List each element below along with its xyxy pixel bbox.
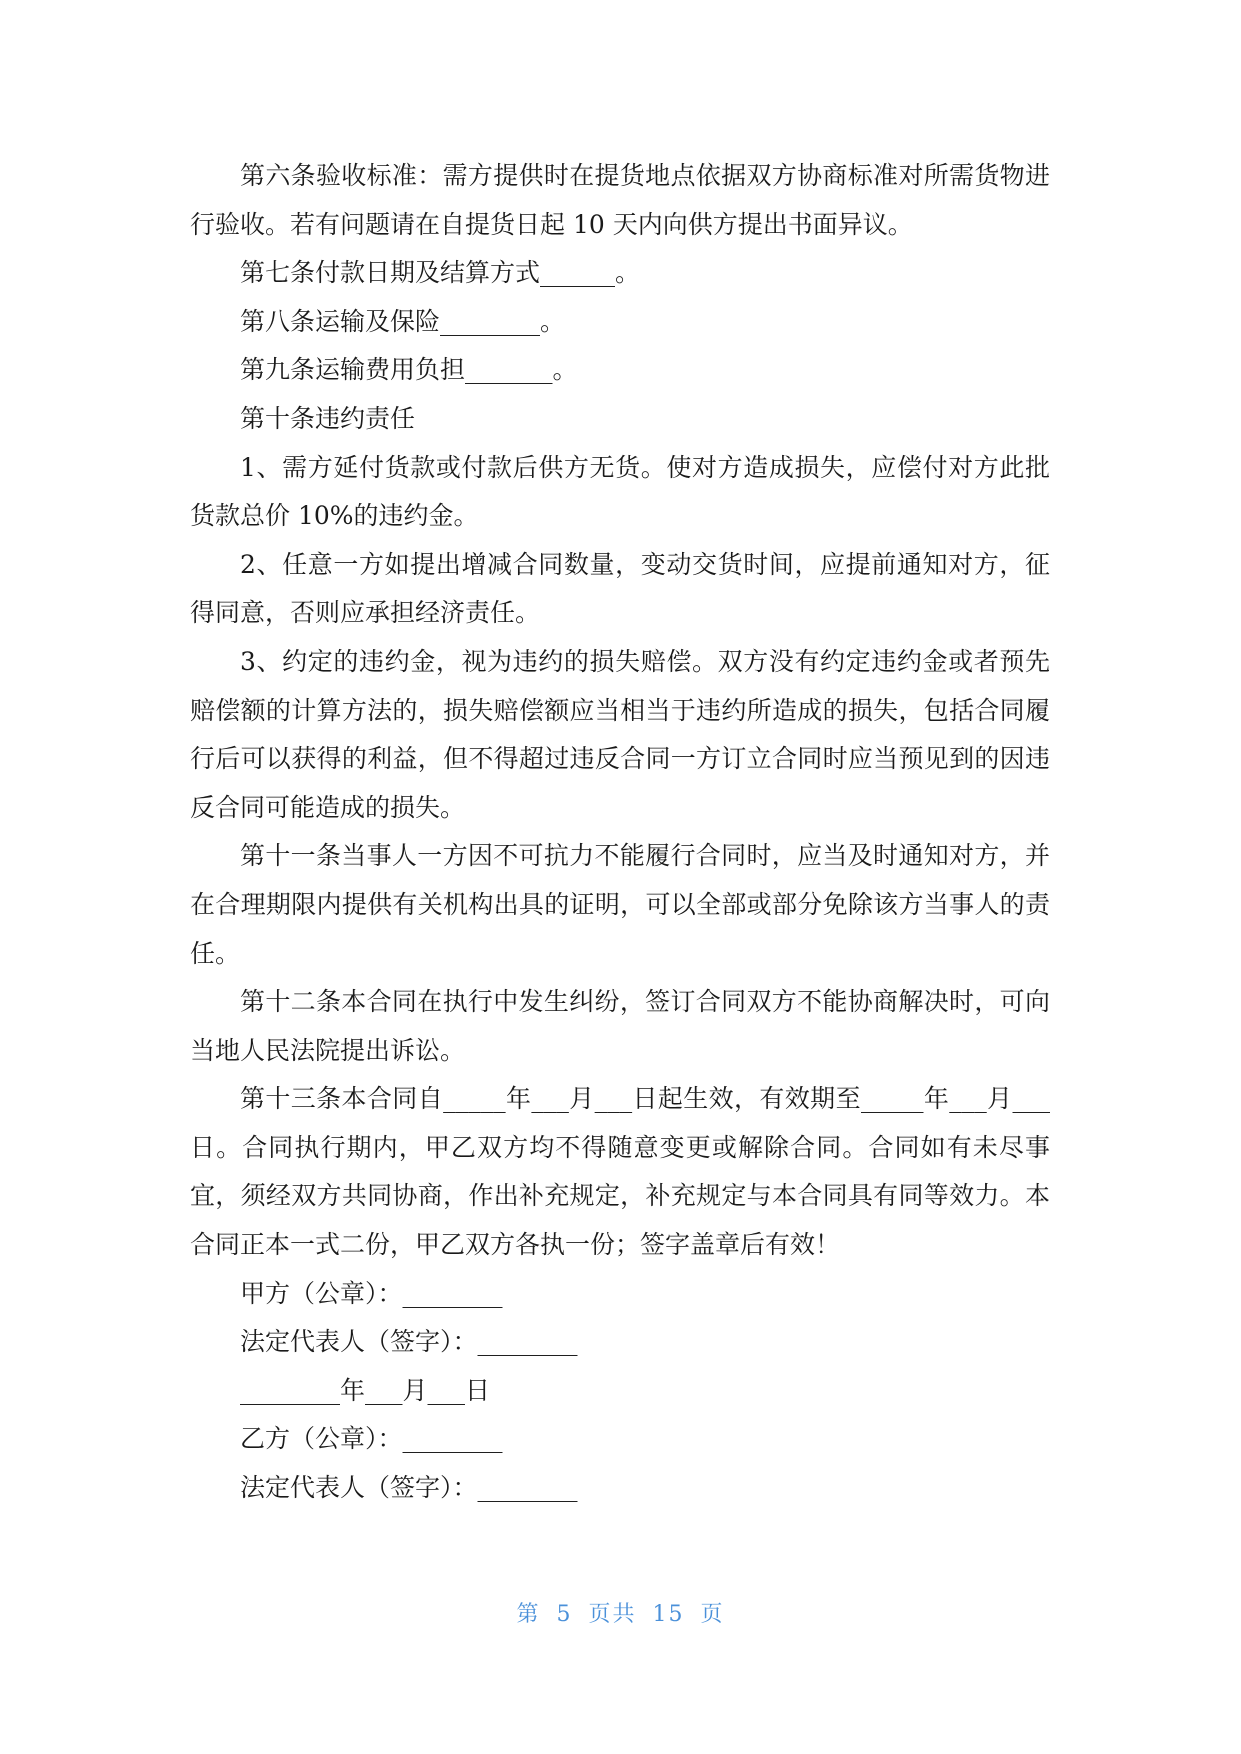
party-b-seal-line: 乙方（公章）：________ xyxy=(240,1424,503,1454)
current-page-number: 5 xyxy=(556,1602,573,1627)
document-body xyxy=(190,152,1050,1513)
page-footer xyxy=(0,1597,1241,1628)
clause-11-force-majeure: 第十一条当事人一方因不可抗力不能履行合同时，应当及时通知对方，并在合理期限内提供有关机构出具的证明，可以全部或部分免除该方当事人的责任。 xyxy=(190,841,1050,968)
party-a-representative-line: 法定代表人（签字）：________ xyxy=(240,1327,578,1357)
party-a-seal-line: 甲方（公章）：________ xyxy=(240,1278,503,1308)
total-pages-number: 15 xyxy=(652,1602,685,1627)
clause-10-item-3: 3、约定的违约金，视为违约的损失赔偿。双方没有约定违约金或者预先赔偿额的计算方法的，损失赔偿额应当相当于违约所造成的损失，包括合同履行后可以获得的利益，但不得超过违反合同一方订立合同时应当预见到的因违反合同可能造成的损失。 xyxy=(190,646,1050,822)
clause-9-transport-cost: 第九条运输费用负担_______。 xyxy=(240,355,578,385)
footer-suffix: 页 xyxy=(700,1602,725,1627)
clause-8-transport-insurance: 第八条运输及保险________。 xyxy=(240,306,566,336)
clause-13-effectiveness: 第十三条本合同自_____年___月___日起生效，有效期至_____年___月___日。合同执行期内，甲乙双方均不得随意变更或解除合同。合同如有未尽事宜，须经双方共同协商，作出补充规定，补充规定与本合同具有同等效力。本合同正本一式二份，甲乙双方各执一份；签字盖章后有效！ xyxy=(190,1084,1050,1260)
footer-prefix: 第 xyxy=(516,1602,541,1627)
clause-10-heading: 第十条违约责任 xyxy=(240,403,416,433)
clause-12-disputes: 第十二条本合同在执行中发生纠纷，签订合同双方不能协商解决时，可向当地人民法院提出诉讼。 xyxy=(190,987,1050,1065)
party-b-representative-line: 法定代表人（签字）：________ xyxy=(240,1473,578,1503)
signing-date-line: ________年___月___日 xyxy=(240,1375,491,1405)
clause-7-payment: 第七条付款日期及结算方式______。 xyxy=(240,258,641,288)
clause-10-item-1: 1、需方延付货款或付款后供方无货。使对方造成损失，应偿付对方此批货款总价 10%的违约金。 xyxy=(190,452,1050,531)
clause-10-item-2: 2、任意一方如提出增减合同数量，变动交货时间，应提前通知对方，征得同意，否则应承担经济责任。 xyxy=(190,549,1050,628)
footer-middle: 页共 xyxy=(588,1602,637,1627)
clause-6-acceptance: 第六条验收标准：需方提供时在提货地点依据双方协商标准对所需货物进行验收。若有问题请在自提货日起 10 天内向供方提出书面异议。 xyxy=(190,161,1050,239)
